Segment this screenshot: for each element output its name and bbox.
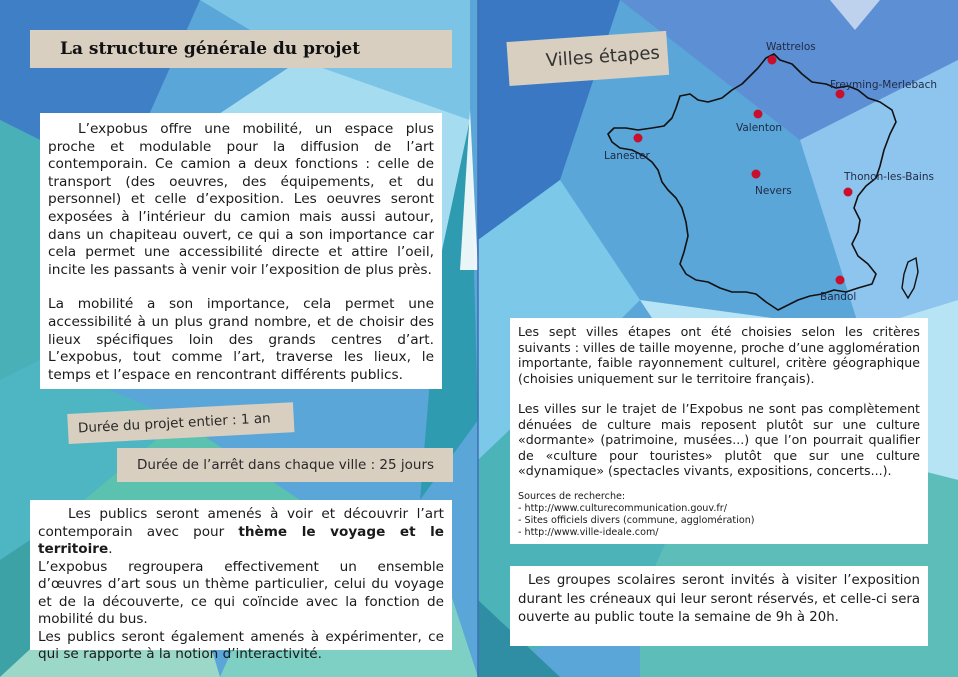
city-label-lanester: Lanester bbox=[604, 150, 650, 162]
publics-text-box bbox=[30, 500, 452, 662]
criteria-paragraph-1: Les sept villes étapes ont été choisies selon les critères suivants : villes de taille moyenne, proche d’une agglomération importante, faible rayonnement culturel, critère géographique (choisies uniquement sur le territoire français). bbox=[518, 324, 920, 386]
publics-paragraph-1 bbox=[38, 506, 444, 559]
publics-paragraph-2: L’expobus regroupera effectivement un ensemble d’œuvres d’art sous un thème particulier, celui du voyage et de la découverte, ce qui coïncide avec la fonction de mobilité du bus. bbox=[38, 558, 444, 627]
stop-duration-label: Durée de l’arrêt dans chaque ville : 25 jours bbox=[117, 448, 453, 482]
intro-paragraph-2: La mobilité a son importance, cela permet une accessibilité à un plus grand nombre, et de choisir des lieux spécifiques loin des grands centres d’art. L’expobus, tout comme l’art, traverse les lieux, le temps et l’espace en rencontrant différents publics. bbox=[48, 296, 434, 383]
scolaires-paragraph: Les groupes scolaires seront invités à visiter l’exposition durant les créneaux qui leur seront réservés, et celle-ci sera ouverte au public toute la semaine de 9h à 20h. bbox=[518, 573, 920, 625]
city-label-thonon-les-bains: Thonon-les-Bains bbox=[844, 171, 934, 183]
city-dot-valenton bbox=[754, 110, 763, 119]
source-item-1: - http://www.culturecommunication.gouv.fr/ bbox=[518, 502, 727, 514]
corsica-outline bbox=[902, 258, 918, 298]
publics-paragraph-1-end: . bbox=[108, 541, 113, 557]
city-dot-bandol bbox=[836, 276, 845, 285]
city-label-freyming-merlebach: Freyming-Merlebach bbox=[830, 79, 938, 91]
city-label-wattrelos: Wattrelos bbox=[766, 41, 816, 53]
intro-paragraph-1: L’expobus offre une mobilité, un espace plus proche et modulable pour la diffusion de l’art contemporain. Ce camion a deux fonctions : celle de transport (des oeuvres, des équipements, et du personnel) et celle d’exposition. Les oeuvres seront exposées à l’intérieur du camion mais aussi autour, dans un chapiteau ouvert, ce qui a son importance car cela permet une accessibilité directe et attire l’oeil, incite les passants à venir voir l’exposition de plus près. bbox=[48, 121, 434, 278]
intro-text-box bbox=[40, 113, 442, 389]
scolaires-text-box bbox=[510, 566, 928, 646]
france-map bbox=[596, 30, 956, 320]
source-item-2: - Sites officiels divers (commune, agglomération) bbox=[518, 514, 755, 526]
criteria-text-box bbox=[510, 318, 928, 544]
city-label-bandol: Bandol bbox=[820, 291, 857, 303]
city-dot-thonon-les-bains bbox=[844, 188, 853, 197]
city-dot-lanester bbox=[634, 134, 643, 143]
city-dot-nevers bbox=[752, 170, 761, 179]
source-item-3: - http://www.ville-ideale.com/ bbox=[518, 526, 659, 538]
villes-title: Villes étapes bbox=[506, 31, 669, 86]
city-label-valenton: Valenton bbox=[736, 122, 783, 134]
page-title: La structure générale du projet bbox=[30, 30, 452, 68]
publics-paragraph-3: Les publics seront également amenés à expérimenter, ce qui se rapporte à la notion d’interactivité. bbox=[38, 628, 444, 662]
theme-highlight: thème le voyage et le territoire bbox=[38, 523, 444, 557]
city-label-nevers: Nevers bbox=[755, 185, 792, 197]
publics-paragraph-1-start: Les publics seront amenés à voir et découvrir l’art contemporain avec pour bbox=[38, 506, 444, 540]
project-duration-label: Durée du projet entier : 1 an bbox=[67, 402, 294, 444]
criteria-paragraph-2: Les villes sur le trajet de l’Expobus ne sont pas complètement dénuées de culture mais reposent plutôt sur une culture «dormante» (patrimoine, musées...) que l’on pourrait qualifier de «culture pour touristes» plutôt que sur une culture «dynamique» (spectacles vivants, expositions, concerts...). bbox=[518, 401, 920, 478]
city-dot-wattrelos bbox=[768, 56, 777, 65]
sources-title: Sources de recherche: bbox=[518, 490, 626, 502]
